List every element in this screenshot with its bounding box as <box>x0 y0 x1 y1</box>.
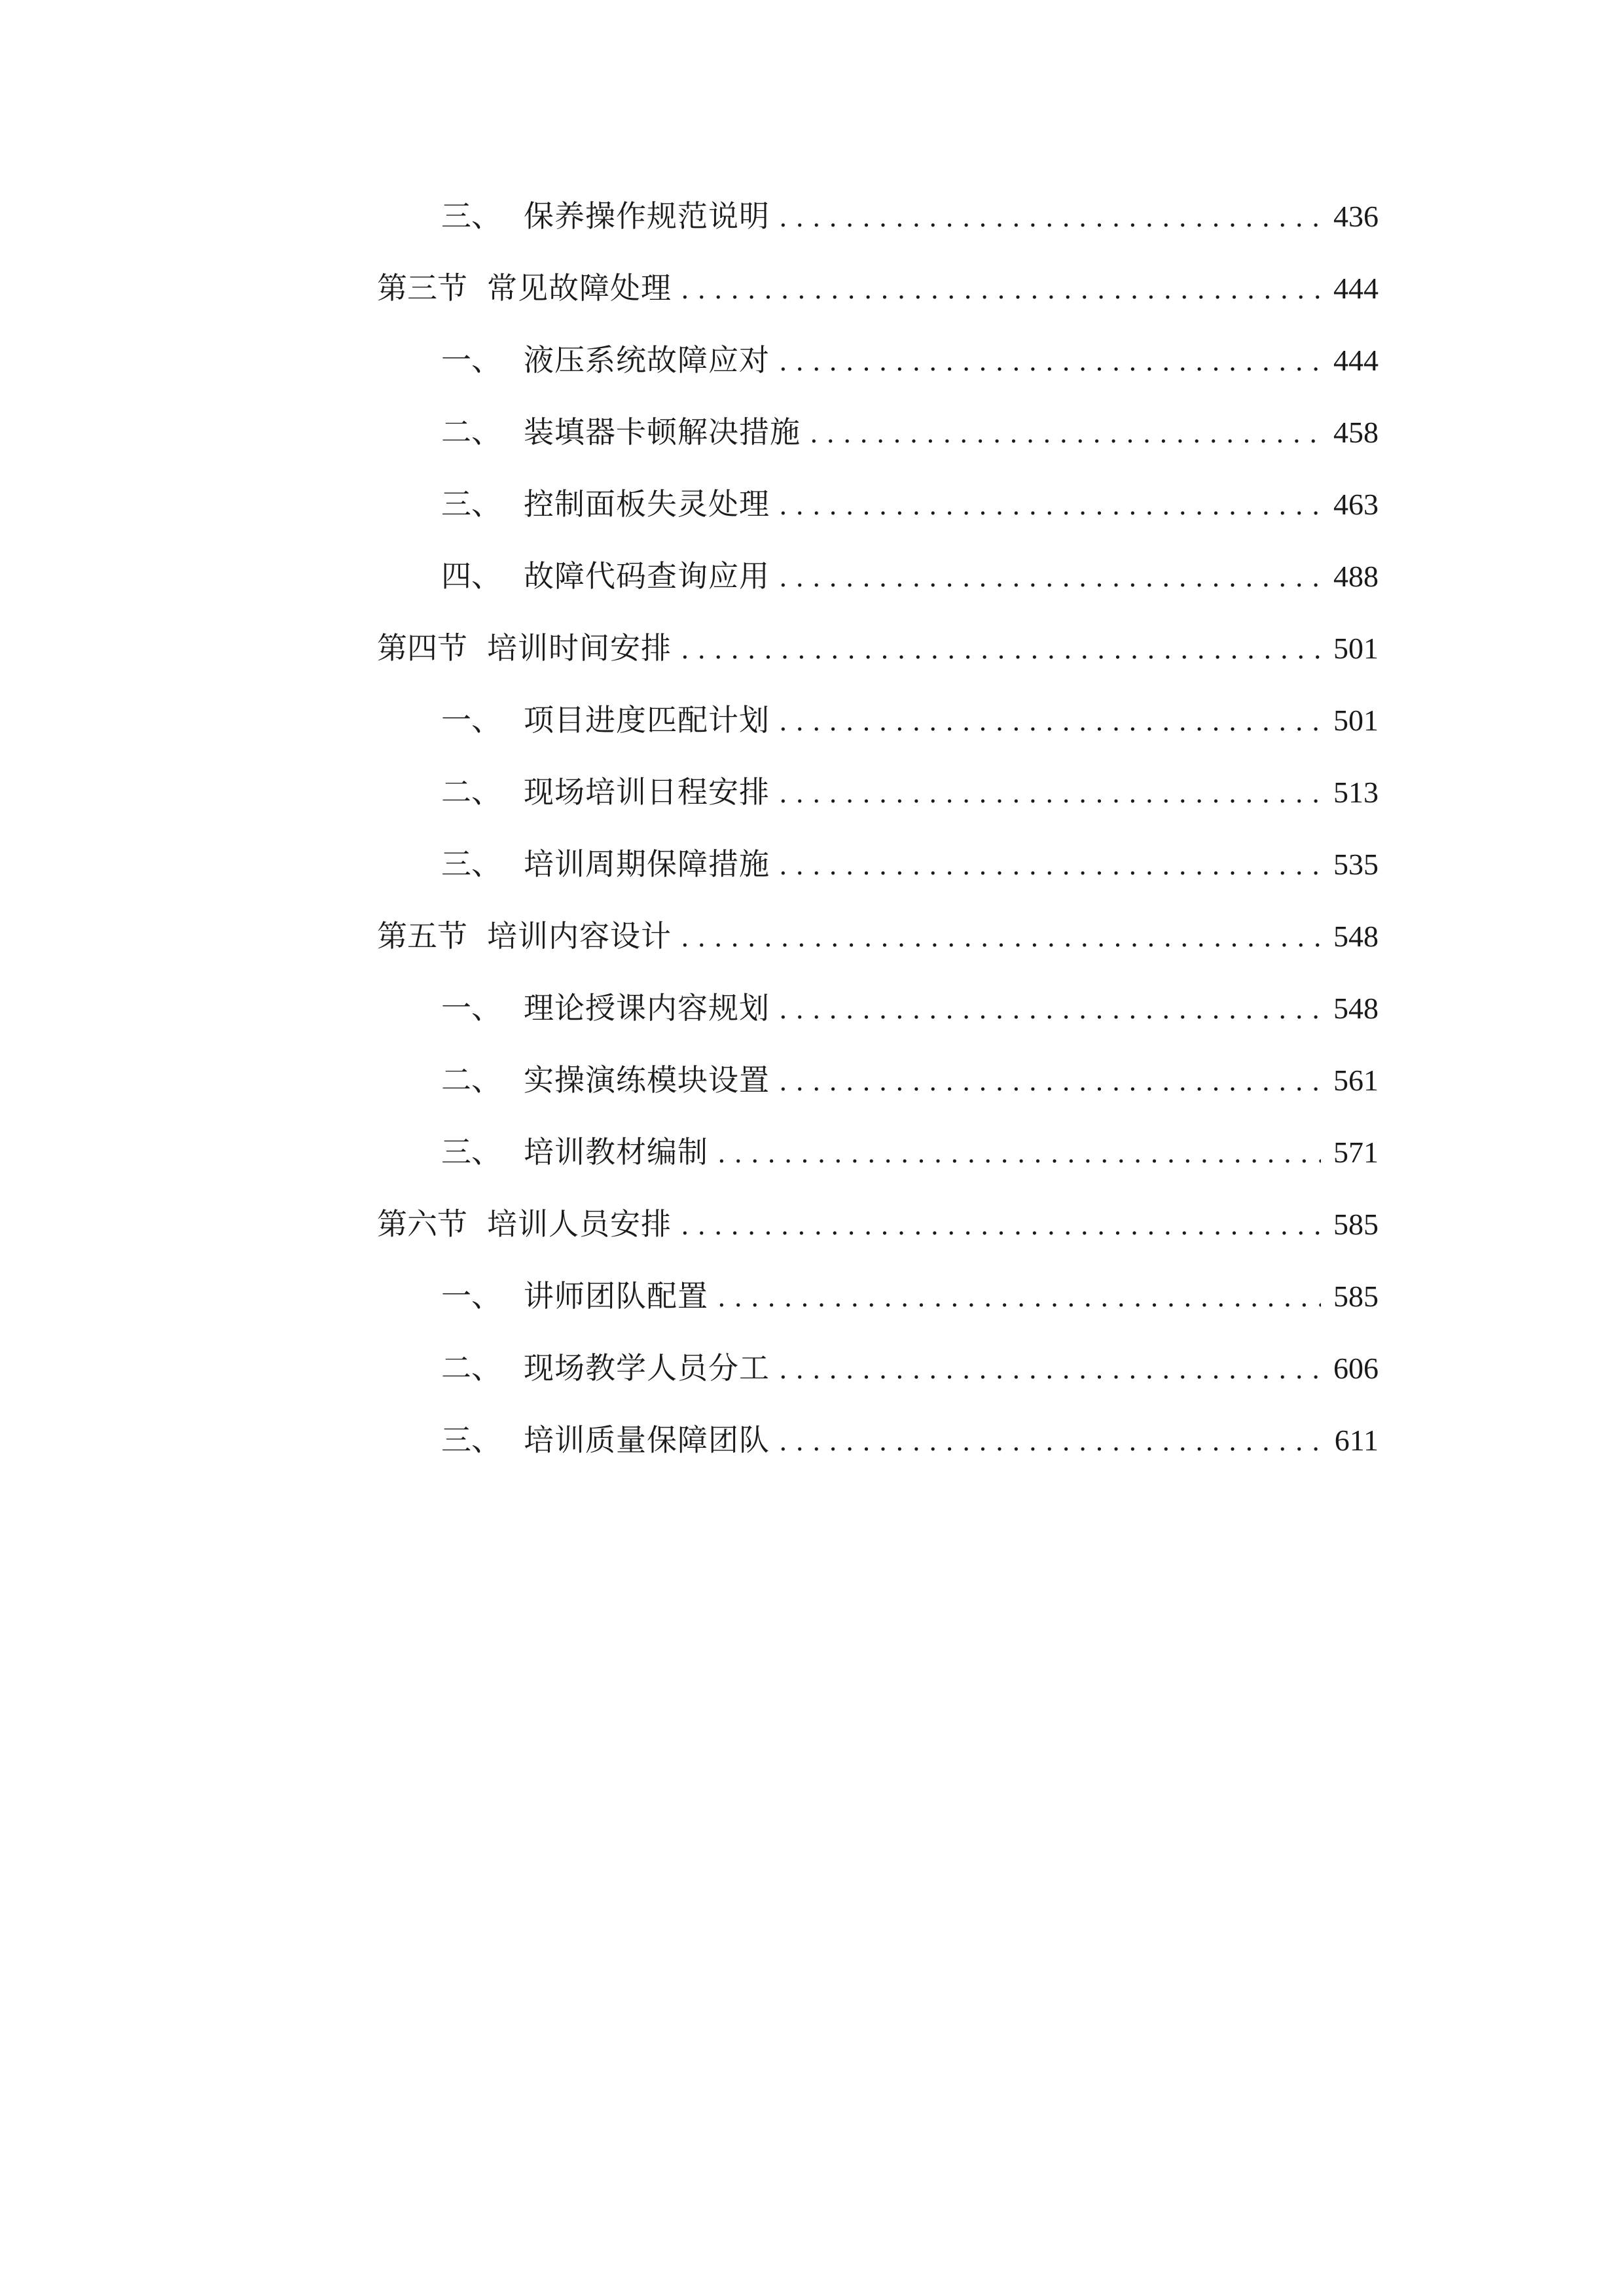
dot-leader <box>779 480 1321 532</box>
dot-leader <box>810 408 1321 460</box>
toc-page-number: 585 <box>1333 1280 1379 1313</box>
toc-page-number: 548 <box>1333 992 1379 1025</box>
dot-leader <box>681 264 1321 316</box>
toc-entry-number: 二、 <box>441 414 501 450</box>
toc-entry-title: 项目进度匹配计划 <box>524 702 770 738</box>
toc-entry-number: 一、 <box>441 1278 501 1314</box>
toc-entry[interactable] <box>377 406 1379 478</box>
toc-page-number: 571 <box>1333 1136 1379 1169</box>
toc-entry-title: 现场教学人员分工 <box>524 1350 770 1386</box>
dot-leader <box>681 912 1321 964</box>
toc-entry-number: 三、 <box>441 1134 501 1170</box>
toc-entry-title: 液压系统故障应对 <box>524 342 770 378</box>
toc-entry-title: 现场培训日程安排 <box>524 774 770 810</box>
toc-entry[interactable] <box>377 766 1379 838</box>
toc-entry[interactable] <box>377 838 1379 910</box>
toc-page-number: 535 <box>1333 848 1379 881</box>
toc-page-number: 611 <box>1334 1424 1379 1457</box>
dot-leader <box>779 192 1321 244</box>
toc-section-entry[interactable] <box>377 262 1379 334</box>
toc-entry-label <box>441 694 770 746</box>
toc-section-number: 第三节 <box>377 270 467 306</box>
toc-entry-title: 培训质量保障团队 <box>524 1422 770 1458</box>
toc-entry-number: 二、 <box>441 1062 501 1098</box>
toc-entry-number: 一、 <box>441 990 501 1026</box>
table-of-contents <box>377 190 1379 1486</box>
toc-section-number: 第四节 <box>377 630 467 666</box>
dot-leader <box>779 696 1321 748</box>
toc-entry-title: 装填器卡顿解决措施 <box>524 414 801 450</box>
dot-leader <box>779 1344 1321 1396</box>
toc-entry-title: 培训教材编制 <box>524 1134 708 1170</box>
toc-entry[interactable] <box>377 478 1379 550</box>
toc-page-number: 463 <box>1333 488 1379 521</box>
toc-entry-number: 三、 <box>441 198 501 234</box>
dot-leader <box>681 1200 1321 1252</box>
toc-entry-number: 三、 <box>441 1422 501 1458</box>
toc-entry-title: 培训周期保障措施 <box>524 846 770 882</box>
toc-entry-number: 一、 <box>441 702 501 738</box>
toc-section-title: 培训人员安排 <box>487 1206 672 1242</box>
toc-page-number: 606 <box>1333 1352 1379 1385</box>
toc-entry[interactable] <box>377 1414 1379 1486</box>
toc-entry-number: 二、 <box>441 1350 501 1386</box>
toc-entry-number: 二、 <box>441 774 501 810</box>
toc-entry-label <box>441 1342 770 1394</box>
toc-page-number: 585 <box>1333 1208 1379 1241</box>
toc-page-number: 548 <box>1333 920 1379 953</box>
toc-entry[interactable] <box>377 550 1379 622</box>
toc-entry-label <box>377 1198 672 1250</box>
toc-entry-label <box>377 262 672 314</box>
dot-leader <box>779 984 1321 1036</box>
dot-leader <box>681 624 1321 676</box>
toc-section-title: 培训内容设计 <box>487 918 672 954</box>
toc-entry-label <box>441 190 770 242</box>
toc-entry-title: 讲师团队配置 <box>524 1278 708 1314</box>
toc-entry-label <box>377 910 672 962</box>
dot-leader <box>717 1128 1321 1180</box>
toc-entry[interactable] <box>377 190 1379 262</box>
toc-entry[interactable] <box>377 1342 1379 1414</box>
toc-entry-label <box>441 1414 770 1466</box>
toc-section-title: 培训时间安排 <box>487 630 672 666</box>
toc-entry-label <box>441 982 770 1034</box>
toc-page-number: 488 <box>1333 560 1379 593</box>
dot-leader <box>779 336 1321 388</box>
dot-leader <box>717 1272 1321 1324</box>
toc-entry-title: 控制面板失灵处理 <box>524 486 770 522</box>
toc-entry[interactable] <box>377 334 1379 406</box>
toc-entry-label <box>441 334 770 386</box>
dot-leader <box>779 552 1321 604</box>
toc-entry-number: 四、 <box>441 558 501 594</box>
toc-entry-number: 三、 <box>441 846 501 882</box>
toc-section-entry[interactable] <box>377 622 1379 694</box>
toc-section-entry[interactable] <box>377 910 1379 982</box>
toc-section-entry[interactable] <box>377 1198 1379 1270</box>
toc-page-number: 444 <box>1333 344 1379 377</box>
toc-section-title: 常见故障处理 <box>487 270 672 306</box>
toc-entry-title: 实操演练模块设置 <box>524 1062 770 1098</box>
toc-page-number: 501 <box>1333 704 1379 737</box>
dot-leader <box>779 1056 1321 1108</box>
toc-entry-number: 一、 <box>441 342 501 378</box>
toc-page-number: 513 <box>1333 776 1379 809</box>
toc-section-number: 第六节 <box>377 1206 467 1242</box>
toc-entry-label <box>377 622 672 674</box>
toc-entry-label <box>441 406 801 458</box>
toc-entry-label <box>441 1270 708 1322</box>
toc-entry-title: 故障代码查询应用 <box>524 558 770 594</box>
toc-page-number: 561 <box>1333 1064 1379 1097</box>
toc-entry-label <box>441 478 770 530</box>
toc-entry-label <box>441 550 770 602</box>
dot-leader <box>779 768 1321 820</box>
toc-entry[interactable] <box>377 1054 1379 1126</box>
toc-entry[interactable] <box>377 1126 1379 1198</box>
toc-entry[interactable] <box>377 982 1379 1054</box>
toc-page-number: 436 <box>1333 200 1379 233</box>
toc-entry[interactable] <box>377 1270 1379 1342</box>
toc-page-number: 501 <box>1333 632 1379 665</box>
toc-entry-label <box>441 1054 770 1106</box>
toc-entry-label <box>441 766 770 818</box>
dot-leader <box>779 840 1321 892</box>
toc-entry[interactable] <box>377 694 1379 766</box>
toc-entry-title: 理论授课内容规划 <box>524 990 770 1026</box>
toc-entry-label <box>441 838 770 890</box>
toc-section-number: 第五节 <box>377 918 467 954</box>
dot-leader <box>779 1416 1321 1468</box>
toc-entry-title: 保养操作规范说明 <box>524 198 770 234</box>
toc-entry-label <box>441 1126 708 1178</box>
toc-entry-number: 三、 <box>441 486 501 522</box>
toc-page-number: 458 <box>1333 416 1379 449</box>
toc-page-number: 444 <box>1333 272 1379 305</box>
